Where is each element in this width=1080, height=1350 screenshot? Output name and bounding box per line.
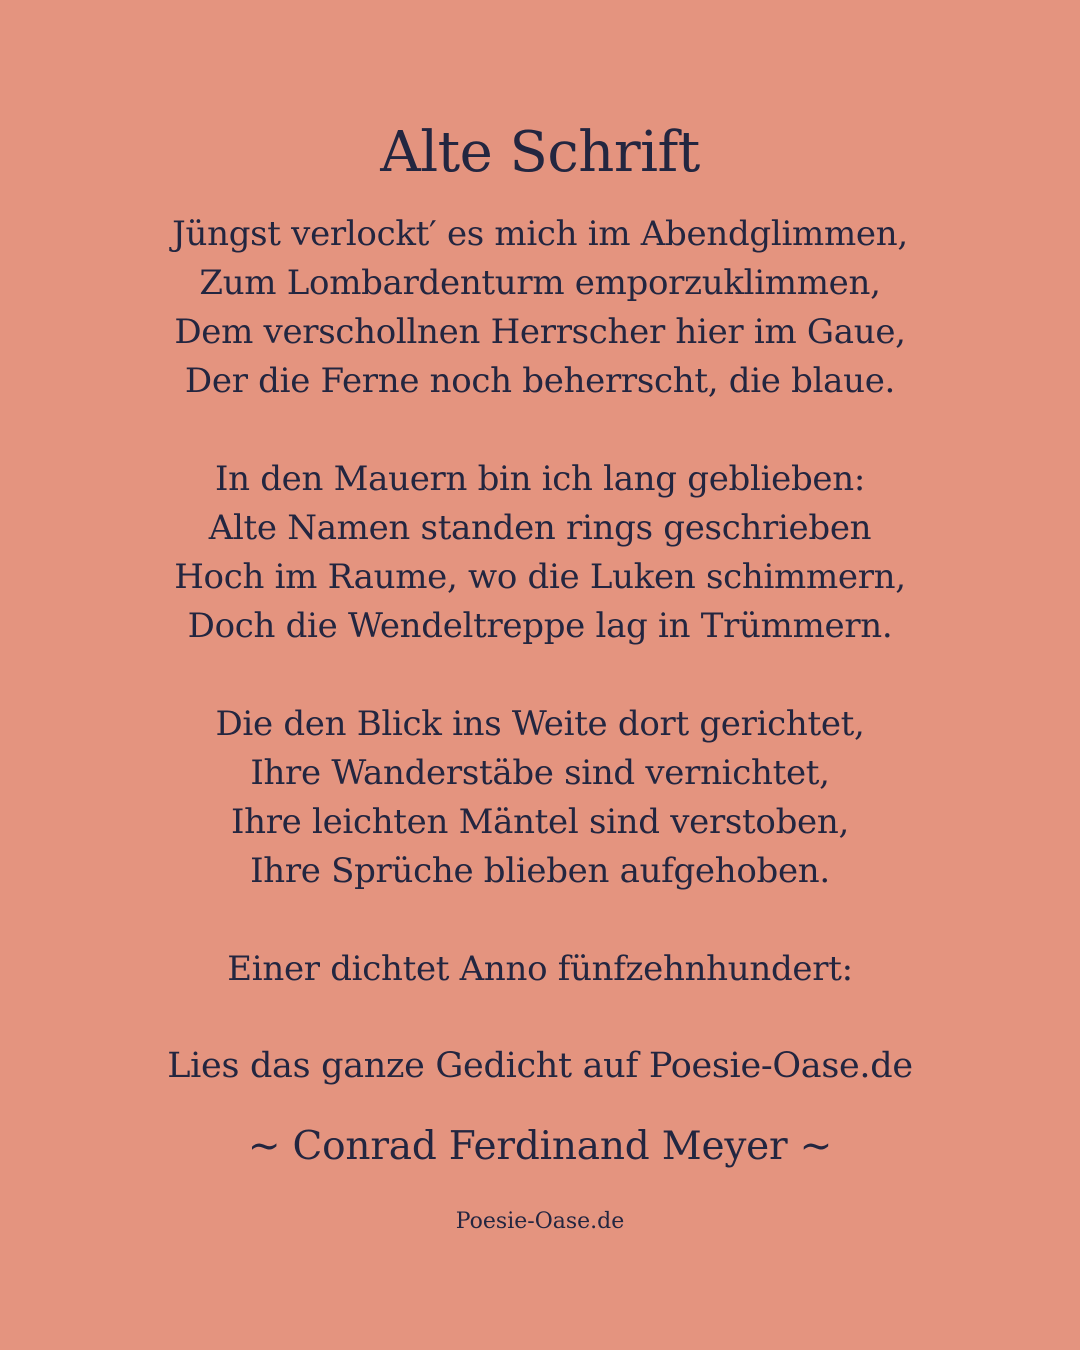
- poem-line: Doch die Wendeltreppe lag in Trümmern.: [187, 606, 893, 646]
- stanza-1: [0, 210, 1080, 406]
- poem-line: Zum Lombardenturm emporzuklimmen,: [199, 263, 881, 303]
- poem-line: Hoch im Raume, wo die Luken schimmern,: [174, 557, 906, 597]
- poem-line: Einer dichtet Anno fünfzehnhundert:: [227, 949, 853, 989]
- poem-line: Ihre leichten Mäntel sind verstoben,: [230, 802, 849, 842]
- poem-line: Jüngst verlockt′ es mich im Abendglimmen,: [172, 214, 908, 254]
- author-name: ~ Conrad Ferdinand Meyer ~: [247, 1124, 833, 1169]
- poem-line: Der die Ferne noch beherrscht, die blaue.: [184, 361, 896, 401]
- read-full-poem-text: Lies das ganze Gedicht auf Poesie-Oase.de: [167, 1046, 913, 1086]
- poem-line: Ihre Sprüche blieben aufgehoben.: [250, 851, 830, 891]
- poem-line: Dem verschollnen Herrscher hier im Gaue,: [174, 312, 906, 352]
- poem-body: [0, 210, 1080, 994]
- poem-line: Alte Namen standen rings geschrieben: [208, 508, 872, 548]
- stanza-2: [0, 455, 1080, 651]
- stanza-3: [0, 700, 1080, 896]
- poem-line: In den Mauern bin ich lang geblieben:: [214, 459, 866, 499]
- poem-line: Die den Blick ins Weite dort gerichtet,: [215, 704, 865, 744]
- stanza-4: [0, 945, 1080, 994]
- poem-title: Alte Schrift: [380, 120, 700, 185]
- site-watermark: Poesie-Oase.de: [455, 1209, 625, 1234]
- poem-line: Ihre Wanderstäbe sind vernichtet,: [250, 753, 830, 793]
